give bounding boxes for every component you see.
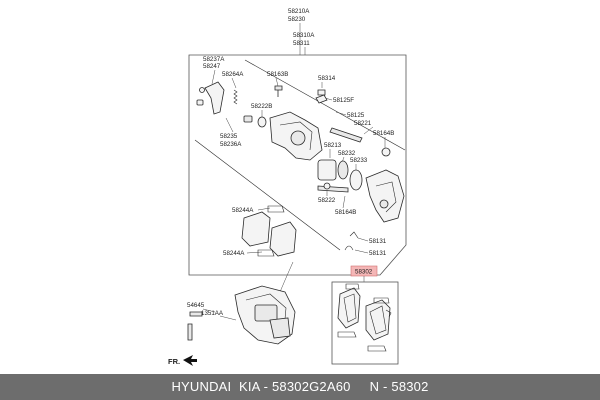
- cap-part: [318, 90, 325, 95]
- label-58230: 58230: [288, 16, 306, 23]
- label-58125: 58125: [347, 112, 365, 119]
- label-58222: 58222: [318, 197, 336, 204]
- label-58125F: 58125F: [333, 97, 354, 104]
- label-58247: 58247: [203, 63, 221, 70]
- boot-part: [316, 95, 327, 103]
- label-58232: 58232: [338, 150, 356, 157]
- mounting-bolt-lower-part: [188, 324, 192, 340]
- part-number-footer: [0, 374, 600, 400]
- guide-bracket-part: [205, 82, 224, 114]
- label-58237A: 58237A: [203, 56, 225, 63]
- piston-part: [318, 160, 336, 180]
- label-58264A: 58264A: [222, 71, 244, 78]
- label-58244A-top: 58244A: [232, 207, 254, 214]
- pad-kit-outer-pad-part: [338, 288, 360, 328]
- label-58310A: 58310A: [293, 32, 315, 39]
- brake-pad-outer-part: [242, 212, 270, 246]
- washer-part: [244, 116, 252, 122]
- brake-pad-inner-part: [270, 222, 296, 256]
- wear-indicator-part: [350, 232, 358, 238]
- label-58131-b: 58131: [369, 250, 387, 257]
- label-58163B: 58163B: [267, 71, 289, 78]
- label-58235: 58235: [220, 133, 238, 140]
- small-bolt-part: [275, 86, 282, 97]
- label-58213: 58213: [324, 142, 342, 149]
- label-58302: 58302: [355, 268, 373, 276]
- pad-kit-shim-a-part: [338, 332, 356, 337]
- label-58236A: 58236A: [220, 141, 242, 148]
- piston-bore-part: [291, 131, 305, 145]
- bushing-part: [258, 117, 266, 127]
- small-clip-part: [197, 100, 203, 105]
- dust-boot-part: [350, 170, 362, 190]
- label-54645: 54645: [187, 302, 205, 309]
- pad-clip-bottom-part: [258, 250, 274, 256]
- pad-clip-top-part: [268, 206, 284, 212]
- front-direction-label: FR.: [168, 357, 181, 366]
- label-58222B: 58222B: [251, 103, 273, 110]
- label-58314: 58314: [318, 75, 336, 82]
- label-58311: 58311: [293, 40, 310, 47]
- piston-seal-part: [338, 161, 348, 179]
- footer-text: HYUNDAI KIA - 58302G2A60 N - 58302: [171, 379, 429, 394]
- pad-kit-shim-b-part: [368, 346, 386, 351]
- label-58164B-bottom: 58164B: [335, 209, 357, 216]
- label-58244A-bottom: 58244A: [223, 250, 245, 257]
- spring-part: [234, 90, 237, 104]
- caliper-carrier-part: [366, 170, 404, 222]
- label-58233: 58233: [350, 157, 368, 164]
- pad-kit-inner-pad-part: [366, 300, 390, 340]
- guide-pin-lower-part: [318, 186, 348, 192]
- label-58131-a: 58131: [369, 238, 387, 245]
- pin-head-part: [200, 88, 205, 93]
- label-58221: 58221: [354, 120, 372, 127]
- guide-pin-upper-part: [330, 128, 362, 142]
- front-arrow-icon: [183, 355, 197, 366]
- label-1351AA: 1351AA: [201, 310, 224, 317]
- label-58164B-top: 58164B: [373, 130, 395, 137]
- label-58210A: 58210A: [288, 8, 310, 15]
